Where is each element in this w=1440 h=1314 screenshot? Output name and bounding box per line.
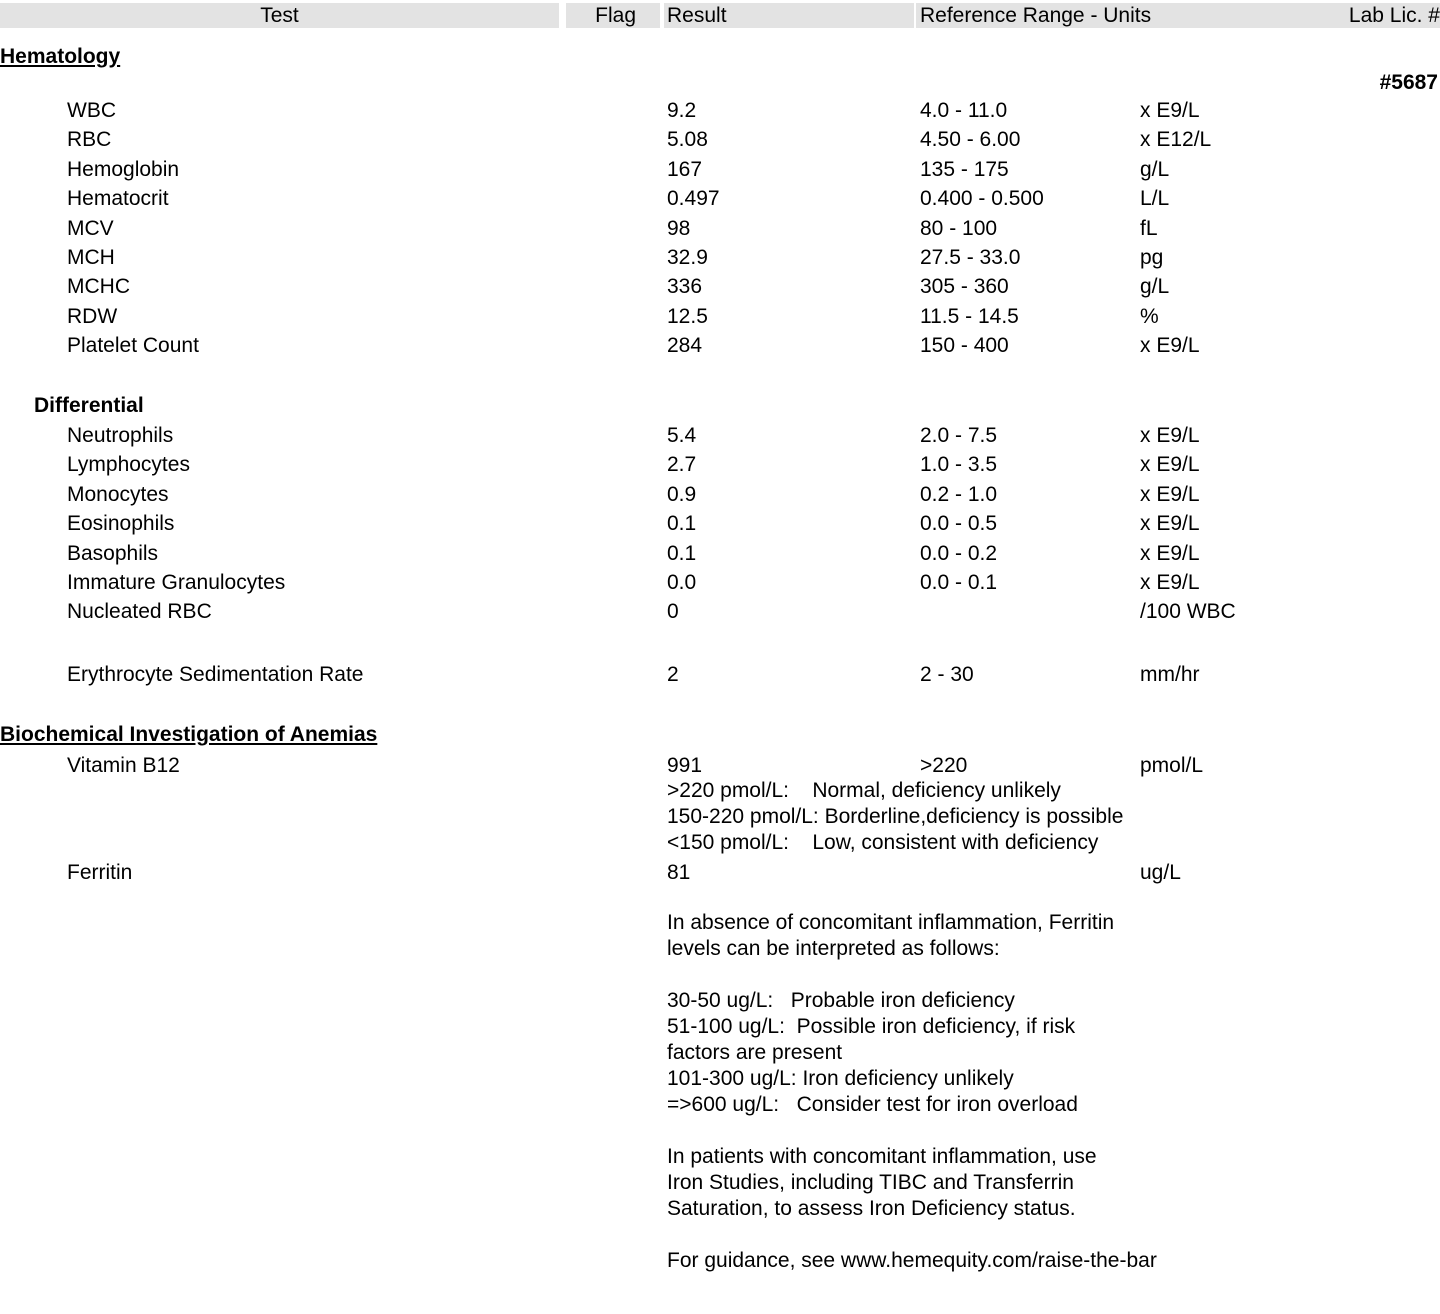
table-row	[0, 216, 1440, 242]
table-row	[0, 482, 1440, 508]
test-unit: %	[1140, 304, 1159, 328]
test-unit: g/L	[1140, 275, 1170, 299]
interpretation-line: In absence of concomitant inflammation, Ferritin	[667, 911, 1115, 934]
test-unit: ug/L	[1140, 861, 1181, 884]
test-unit: x E9/L	[1140, 99, 1200, 122]
test-name: WBC	[67, 99, 116, 122]
column-header-flag-label: Flag	[595, 4, 636, 27]
table-row	[0, 274, 1440, 300]
test-result: 0.9	[667, 482, 697, 506]
test-result: 0.497	[667, 187, 720, 211]
test-result: 0	[667, 600, 679, 624]
test-range: 4.50 - 6.00	[920, 128, 1021, 152]
test-result: 98	[667, 216, 691, 240]
interpretation-line: 101-300 ug/L: Iron deficiency unlikely	[667, 1067, 1014, 1090]
test-range: 135 - 175	[920, 157, 1009, 181]
column-header-test-label: Test	[260, 4, 299, 27]
test-range: 0.400 - 0.500	[920, 187, 1044, 211]
test-result: 336	[667, 275, 703, 299]
interpretation-line: Iron Studies, including TIBC and Transferrin	[667, 1171, 1074, 1194]
test-unit: fL	[1140, 216, 1158, 240]
test-range: 4.0 - 11.0	[920, 99, 1008, 122]
test-range: 150 - 400	[920, 334, 1009, 358]
interpretation-line: In patients with concomitant inflammation, use	[667, 1145, 1097, 1168]
interpretation-line: levels can be interpreted as follows:	[667, 937, 1000, 960]
test-name: RBC	[67, 128, 112, 152]
test-result: 0.1	[667, 541, 697, 565]
column-header-test	[0, 3, 559, 28]
test-name: Eosinophils	[67, 512, 175, 536]
test-unit: x E9/L	[1140, 512, 1200, 536]
test-name: Hemoglobin	[67, 157, 180, 181]
interpretation-line: <150 pmol/L: Low, consistent with deficiency	[667, 831, 1099, 854]
test-unit: x E9/L	[1140, 453, 1200, 477]
test-unit: x E9/L	[1140, 482, 1200, 506]
interpretation-line: 30-50 ug/L: Probable iron deficiency	[667, 989, 1015, 1012]
table-row	[0, 599, 1440, 625]
test-result: 9.2	[667, 99, 697, 122]
test-name: Monocytes	[67, 482, 169, 506]
test-result: 5.4	[667, 424, 697, 447]
test-range: 0.0 - 0.2	[920, 541, 998, 565]
test-name: Immature Granulocytes	[67, 571, 286, 594]
interpretation-line: 51-100 ug/L: Possible iron deficiency, if risk	[667, 1015, 1076, 1038]
section-title-anemia: Biochemical Investigation of Anemias	[0, 723, 378, 746]
table-row	[0, 186, 1440, 212]
test-unit: x E9/L	[1140, 571, 1200, 594]
test-name: Basophils	[67, 541, 159, 565]
table-row	[0, 127, 1440, 153]
test-name: Vitamin B12	[67, 754, 180, 777]
test-name: Lymphocytes	[67, 453, 190, 477]
section-title-hematology: Hematology	[0, 45, 121, 68]
test-range: 2 - 30	[920, 663, 974, 686]
column-header-reference-label: Reference Range - Units	[920, 4, 1152, 27]
test-unit: mm/hr	[1140, 663, 1200, 686]
table-row	[0, 333, 1440, 359]
table-row-ferritin	[0, 860, 1440, 886]
table-row	[0, 157, 1440, 183]
table-row	[0, 245, 1440, 271]
interpretation-line: For guidance, see www.hemequity.com/raise-the-bar	[667, 1249, 1157, 1272]
interpretation-line: Saturation, to assess Iron Deficiency status.	[667, 1197, 1076, 1220]
test-result: 32.9	[667, 246, 708, 269]
test-result: 5.08	[667, 128, 708, 152]
test-unit: x E9/L	[1140, 541, 1200, 565]
test-unit: g/L	[1140, 157, 1170, 181]
interpretation-line: 150-220 pmol/L: Borderline,deficiency is possible	[667, 805, 1124, 828]
table-row-vitamin-b12	[0, 753, 1440, 779]
table-row	[0, 452, 1440, 478]
test-result: 12.5	[667, 304, 708, 328]
test-unit: x E12/L	[1140, 128, 1212, 152]
interpretation-line: >220 pmol/L: Normal, deficiency unlikely	[667, 779, 1061, 802]
test-result: 2.7	[667, 453, 697, 477]
table-row	[0, 570, 1440, 596]
interpretation-line: =>600 ug/L: Consider test for iron overload	[667, 1093, 1078, 1116]
test-name: Hematocrit	[67, 187, 169, 211]
table-row-esr	[0, 662, 1440, 688]
test-range: 0.2 - 1.0	[920, 482, 998, 506]
test-range: 305 - 360	[920, 275, 1009, 299]
test-result: 0.0	[667, 571, 697, 594]
test-range: 0.0 - 0.5	[920, 512, 998, 536]
test-range: >220	[920, 754, 968, 777]
test-range: 0.0 - 0.1	[920, 571, 998, 594]
test-name: MCV	[67, 216, 114, 240]
test-result: 167	[667, 157, 703, 181]
column-header-lab-lic-label: Lab Lic. #	[1348, 4, 1440, 27]
table-row	[0, 423, 1440, 449]
test-name: Platelet Count	[67, 334, 199, 358]
subsection-title-differential: Differential	[34, 394, 144, 417]
test-result: 0.1	[667, 512, 697, 536]
test-unit: x E9/L	[1140, 424, 1200, 447]
test-name: Nucleated RBC	[67, 600, 212, 624]
test-range: 27.5 - 33.0	[920, 246, 1021, 269]
interpretation-line: factors are present	[667, 1041, 843, 1064]
test-name: MCH	[67, 246, 115, 269]
test-unit: pmol/L	[1140, 754, 1204, 777]
test-unit: L/L	[1140, 187, 1170, 211]
lab-license-number: #5687	[1379, 71, 1438, 94]
test-unit: pg	[1140, 246, 1164, 269]
test-name: RDW	[67, 304, 118, 328]
test-name: Ferritin	[67, 861, 133, 884]
test-result: 81	[667, 861, 691, 884]
test-name: Neutrophils	[67, 424, 174, 447]
table-row	[0, 98, 1440, 124]
test-name: MCHC	[67, 275, 130, 299]
test-range: 80 - 100	[920, 216, 998, 240]
test-name: Erythrocyte Sedimentation Rate	[67, 663, 364, 686]
test-range: 11.5 - 14.5	[920, 304, 1019, 328]
test-range: 1.0 - 3.5	[920, 453, 998, 477]
test-result: 284	[667, 334, 703, 358]
test-result: 991	[667, 754, 703, 777]
test-range: 2.0 - 7.5	[920, 424, 998, 447]
table-row	[0, 541, 1440, 567]
table-row	[0, 511, 1440, 537]
column-header-reference	[916, 3, 1440, 28]
test-result: 2	[667, 663, 679, 686]
column-header-result-label: Result	[667, 4, 727, 27]
column-header-result	[664, 3, 914, 28]
column-header-flag	[566, 3, 660, 28]
table-row	[0, 304, 1440, 330]
test-unit: /100 WBC	[1140, 600, 1236, 624]
test-unit: x E9/L	[1140, 334, 1200, 358]
